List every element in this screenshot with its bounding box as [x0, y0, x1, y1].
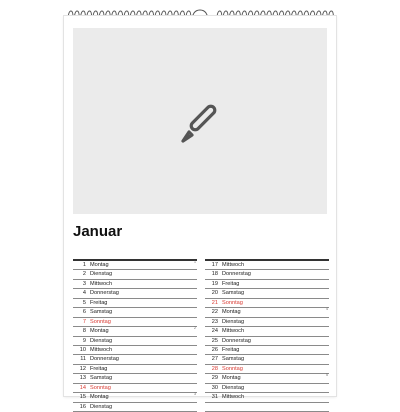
week-number: 5 [326, 373, 328, 378]
weekday-name: Samstag [90, 309, 113, 316]
day-number: 4 [82, 290, 86, 297]
day-number: 18 [211, 271, 218, 278]
day-number: 30 [211, 384, 218, 391]
day-row [73, 280, 197, 289]
weekday-name: Dienstag [90, 271, 113, 278]
day-number: 10 [79, 346, 86, 353]
weekday-name: Sonntag [222, 365, 243, 372]
weekday-name: Samstag [90, 375, 113, 382]
day-number: 15 [79, 394, 86, 401]
weekday-name: Dienstag [90, 403, 113, 410]
day-row [73, 355, 197, 364]
weekday-name: Mittwoch [222, 394, 245, 401]
day-row [205, 393, 329, 402]
weekday-name: Freitag [90, 365, 108, 372]
day-row [73, 299, 197, 308]
weekday-name: Samstag [222, 356, 245, 363]
day-list-right [205, 261, 329, 412]
weekday-name: Dienstag [90, 337, 113, 344]
day-number: 6 [82, 309, 86, 316]
day-number: 29 [211, 375, 218, 382]
day-number: 12 [79, 365, 86, 372]
day-number: 24 [211, 328, 218, 335]
day-row [205, 355, 329, 364]
day-number: 8 [82, 328, 86, 335]
day-number: 2 [82, 271, 86, 278]
weekday-name: Donnerstag [90, 290, 119, 297]
day-number: 27 [211, 356, 218, 363]
day-row [205, 289, 329, 298]
day-row [73, 270, 197, 279]
day-number: 25 [211, 337, 218, 344]
day-row [205, 327, 329, 336]
weekday-name: Freitag [222, 280, 240, 287]
week-number: 1 [194, 260, 196, 264]
weekday-name: Mittwoch [90, 280, 113, 287]
day-row [73, 346, 197, 355]
weekday-name: Sonntag [90, 318, 111, 325]
calendar-page [64, 16, 336, 410]
weekday-name: Donnerstag [90, 356, 119, 363]
day-number: 26 [211, 346, 218, 353]
weekday-name: Montag [90, 262, 109, 268]
day-row [205, 374, 329, 383]
day-row [205, 384, 329, 393]
day-number: 13 [79, 375, 86, 382]
days-column-right [205, 259, 329, 412]
day-number: 14 [79, 384, 86, 391]
day-row [205, 261, 329, 270]
weekday-name: Dienstag [222, 318, 245, 325]
day-number: 5 [82, 299, 86, 306]
weekday-name: Donnerstag [222, 271, 251, 278]
weekday-name: Montag [222, 375, 241, 382]
empty-row [205, 403, 329, 412]
day-row [205, 270, 329, 279]
weekday-name: Donnerstag [222, 337, 251, 344]
weekday-name: Freitag [222, 346, 240, 353]
week-number: 4 [326, 307, 328, 312]
day-number: 28 [211, 365, 218, 372]
day-row [73, 308, 197, 317]
day-row [205, 365, 329, 374]
day-number: 21 [211, 299, 218, 306]
weekday-name: Montag [90, 328, 109, 335]
day-number: 22 [211, 309, 218, 316]
weekday-name: Dienstag [222, 384, 245, 391]
weekday-name: Montag [222, 309, 241, 316]
weekday-name: Mittwoch [90, 346, 113, 353]
pen-icon [177, 99, 225, 147]
day-number: 17 [211, 262, 218, 268]
weekday-name: Sonntag [222, 299, 243, 306]
weekday-name: Montag [90, 394, 109, 401]
day-number: 23 [211, 318, 218, 325]
days-column-left [73, 259, 197, 412]
month-title: Januar [73, 223, 123, 240]
day-row [73, 261, 197, 270]
week-number: 2 [194, 326, 196, 331]
day-row [205, 280, 329, 289]
weekday-name: Mittwoch [222, 262, 245, 268]
week-number: 3 [194, 392, 196, 397]
day-number: 20 [211, 290, 218, 297]
day-number: 19 [211, 280, 218, 287]
weekday-name: Freitag [90, 299, 108, 306]
day-number: 31 [211, 394, 218, 401]
day-row [73, 365, 197, 374]
day-row [205, 337, 329, 346]
weekday-name: Samstag [222, 290, 245, 297]
day-list-left [73, 261, 197, 412]
day-row [73, 374, 197, 383]
day-row [205, 318, 329, 327]
day-number: 9 [82, 337, 86, 344]
day-number: 7 [82, 318, 86, 325]
day-row [205, 346, 329, 355]
day-row [73, 384, 197, 393]
day-row [205, 308, 329, 317]
day-number: 11 [80, 356, 86, 363]
day-row [73, 393, 197, 402]
day-row [73, 289, 197, 298]
weekday-name: Mittwoch [222, 328, 245, 335]
day-row [73, 327, 197, 336]
photo-placeholder[interactable] [73, 28, 327, 214]
day-row [205, 299, 329, 308]
day-row [73, 403, 197, 412]
day-row [73, 318, 197, 327]
day-number: 16 [79, 403, 86, 410]
day-number: 1 [82, 262, 86, 268]
day-row [73, 337, 197, 346]
weekday-name: Sonntag [90, 384, 111, 391]
day-number: 3 [82, 280, 86, 287]
